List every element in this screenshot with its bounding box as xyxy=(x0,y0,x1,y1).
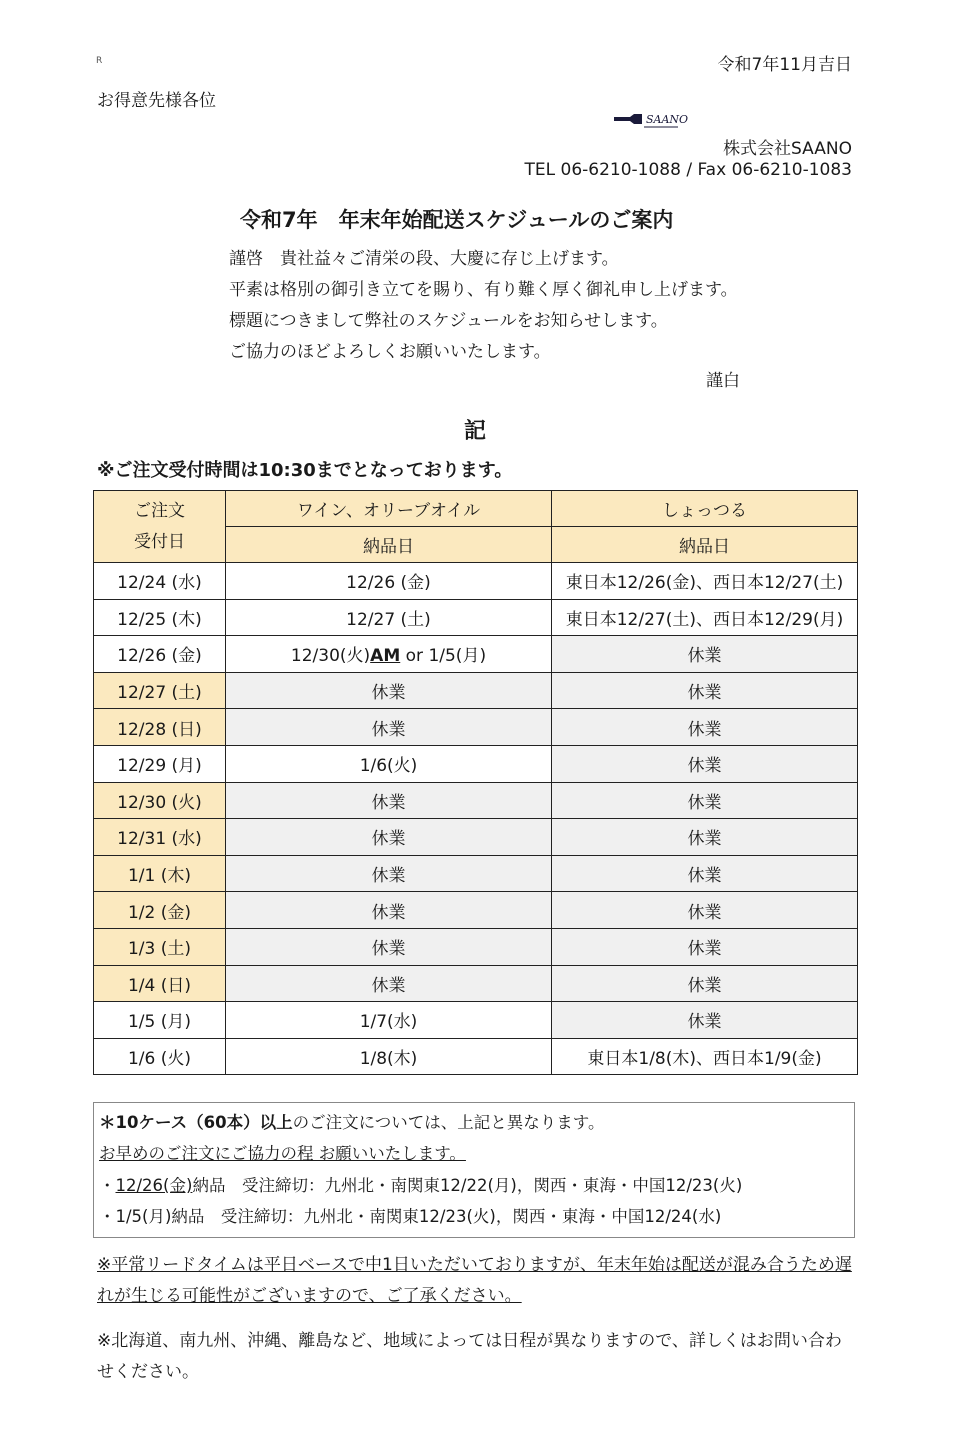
table-row xyxy=(94,636,858,673)
order-date-cell: 1/3 (土) xyxy=(94,928,226,965)
shottsuru-delivery-cell: 休業 xyxy=(552,855,858,892)
order-day-header xyxy=(94,491,226,563)
table-row xyxy=(94,745,858,782)
table-row xyxy=(94,855,858,892)
svg-text:SAANO: SAANO xyxy=(646,113,689,126)
large-order-request: お早めのご注文にご協力の程 お願いいたします。 xyxy=(99,1144,466,1163)
wine-delivery-cell: 休業 xyxy=(226,819,552,856)
shottsuru-delivery-cell: 休業 xyxy=(552,672,858,709)
shottsuru-header: しょっつる xyxy=(552,491,858,527)
delivery-date: 12/26(金) xyxy=(115,1176,193,1195)
letter-line: ご協力のほどよろしくお願いいたします。 xyxy=(229,342,551,362)
shottsuru-delivery-cell: 休業 xyxy=(552,709,858,746)
shottsuru-delivery-subheader: 納品日 xyxy=(552,527,858,563)
table-row xyxy=(94,1038,858,1075)
bullet: ・ xyxy=(99,1176,116,1195)
delivery-schedule-table xyxy=(93,490,858,1075)
order-date-cell: 1/4 (日) xyxy=(94,965,226,1002)
shottsuru-delivery-cell: 東日本12/26(金)、西日本12/27(土) xyxy=(552,563,858,600)
table-row xyxy=(94,965,858,1002)
order-time-note: ※ご注文受付時間は10:30までとなっております。 xyxy=(97,460,513,481)
large-order-threshold: ＊10ケース（60本）以上 xyxy=(99,1113,293,1132)
lead-time-note: ※平常リードタイムは平日ベースで中1日いただいておりますが、年末年始は配送が混み合うため遅れが生じる可能性がございますので、ご了承ください。 xyxy=(97,1255,852,1306)
order-date-cell: 12/31 (水) xyxy=(94,819,226,856)
contact-info: TEL 06-6210-1088 / Fax 06-6210-1083 xyxy=(524,160,852,180)
table-row xyxy=(94,563,858,600)
order-date-cell: 12/24 (水) xyxy=(94,563,226,600)
order-date-cell: 1/5 (月) xyxy=(94,1002,226,1039)
wine-delivery-cell: 休業 xyxy=(226,709,552,746)
order-day-header-line2: 受付日 xyxy=(134,531,185,552)
order-date-cell: 12/28 (日) xyxy=(94,709,226,746)
wine-delivery-cell: 休業 xyxy=(226,672,552,709)
order-date-cell: 12/27 (土) xyxy=(94,672,226,709)
am-emphasis: AM xyxy=(370,646,401,667)
wine-delivery-cell: 1/6(火) xyxy=(226,745,552,782)
order-date-cell: 12/26 (金) xyxy=(94,636,226,673)
letter-closing: 謹白 xyxy=(706,371,740,391)
letter-line: 平素は格別の御引き立てを賜り、有り難く厚く御礼申し上げます。 xyxy=(229,280,738,300)
table-row xyxy=(94,709,858,746)
letter-line: 標題につきまして弊社のスケジュールをお知らせします。 xyxy=(229,311,668,331)
shottsuru-delivery-cell: 休業 xyxy=(552,745,858,782)
wine-delivery-cell xyxy=(226,636,552,673)
wine-delivery-cell: 1/7(水) xyxy=(226,1002,552,1039)
shottsuru-delivery-cell: 休業 xyxy=(552,636,858,673)
shottsuru-delivery-cell: 休業 xyxy=(552,965,858,1002)
large-order-notice xyxy=(93,1102,855,1238)
order-day-header-line1: ご注文 xyxy=(134,500,185,521)
shottsuru-delivery-cell: 休業 xyxy=(552,892,858,929)
table-row xyxy=(94,672,858,709)
order-date-cell: 1/1 (木) xyxy=(94,855,226,892)
table-row xyxy=(94,892,858,929)
table-row xyxy=(94,1002,858,1039)
shottsuru-delivery-cell: 休業 xyxy=(552,1002,858,1039)
letter-body xyxy=(229,244,738,368)
shottsuru-delivery-cell: 東日本1/8(木)、西日本1/9(金) xyxy=(552,1038,858,1075)
wine-delivery-cell: 休業 xyxy=(226,892,552,929)
order-date-cell: 12/29 (月) xyxy=(94,745,226,782)
wine-delivery-cell: 休業 xyxy=(226,965,552,1002)
region-note: ※北海道、南九州、沖縄、離島など、地域によっては日程が異なりますので、詳しくはお問い合わせください。 xyxy=(97,1331,842,1382)
shottsuru-delivery-cell: 休業 xyxy=(552,819,858,856)
wine-delivery-date: 12/30(火) xyxy=(290,646,371,667)
order-date-cell: 1/6 (火) xyxy=(94,1038,226,1075)
page-title: 令和7年 年末年始配送スケジュールのご案内 xyxy=(240,208,674,232)
table-row xyxy=(94,819,858,856)
deadline-text: 納品 受注締切：九州北・南関東12/22(月)，関西・東海・中国12/23(火) xyxy=(192,1176,743,1195)
order-date-cell: 1/2 (金) xyxy=(94,892,226,929)
section-heading: 記 xyxy=(463,419,486,444)
large-order-deadline: ・1/5(月)納品 受注締切：九州北・南関東12/23(火)，関西・東海・中国12/24(水) xyxy=(99,1207,722,1226)
wine-delivery-cell: 休業 xyxy=(226,782,552,819)
table-row xyxy=(94,928,858,965)
table-row xyxy=(94,782,858,819)
letter-line: 謹啓 貴社益々ご清栄の段、大慶に存じ上げます。 xyxy=(229,249,619,269)
large-order-text: のご注文については、上記と異なります。 xyxy=(292,1113,605,1132)
large-order-line xyxy=(99,1109,604,1133)
wine-delivery-cell: 12/27 (土) xyxy=(226,599,552,636)
order-date-cell: 12/30 (火) xyxy=(94,782,226,819)
registered-mark: R xyxy=(96,56,103,66)
issue-date: 令和7年11月吉日 xyxy=(717,55,852,75)
shottsuru-delivery-cell: 休業 xyxy=(552,928,858,965)
recipient: お得意先様各位 xyxy=(97,91,216,111)
wine-delivery-cell: 休業 xyxy=(226,855,552,892)
shottsuru-delivery-cell: 休業 xyxy=(552,782,858,819)
company-logo xyxy=(612,108,689,130)
order-date-cell: 12/25 (木) xyxy=(94,599,226,636)
wine-delivery-subheader: 納品日 xyxy=(226,527,552,563)
large-order-deadline xyxy=(99,1172,742,1196)
company-name: 株式会社SAANO xyxy=(723,139,852,159)
wine-delivery-alt: or 1/5(月) xyxy=(400,646,487,667)
wine-delivery-cell: 12/26 (金) xyxy=(226,563,552,600)
wine-delivery-cell: 休業 xyxy=(226,928,552,965)
table-row xyxy=(94,599,858,636)
wine-delivery-cell: 1/8(木) xyxy=(226,1038,552,1075)
shottsuru-delivery-cell: 東日本12/27(土)、西日本12/29(月) xyxy=(552,599,858,636)
wine-header: ワイン、オリーブオイル xyxy=(226,491,552,527)
